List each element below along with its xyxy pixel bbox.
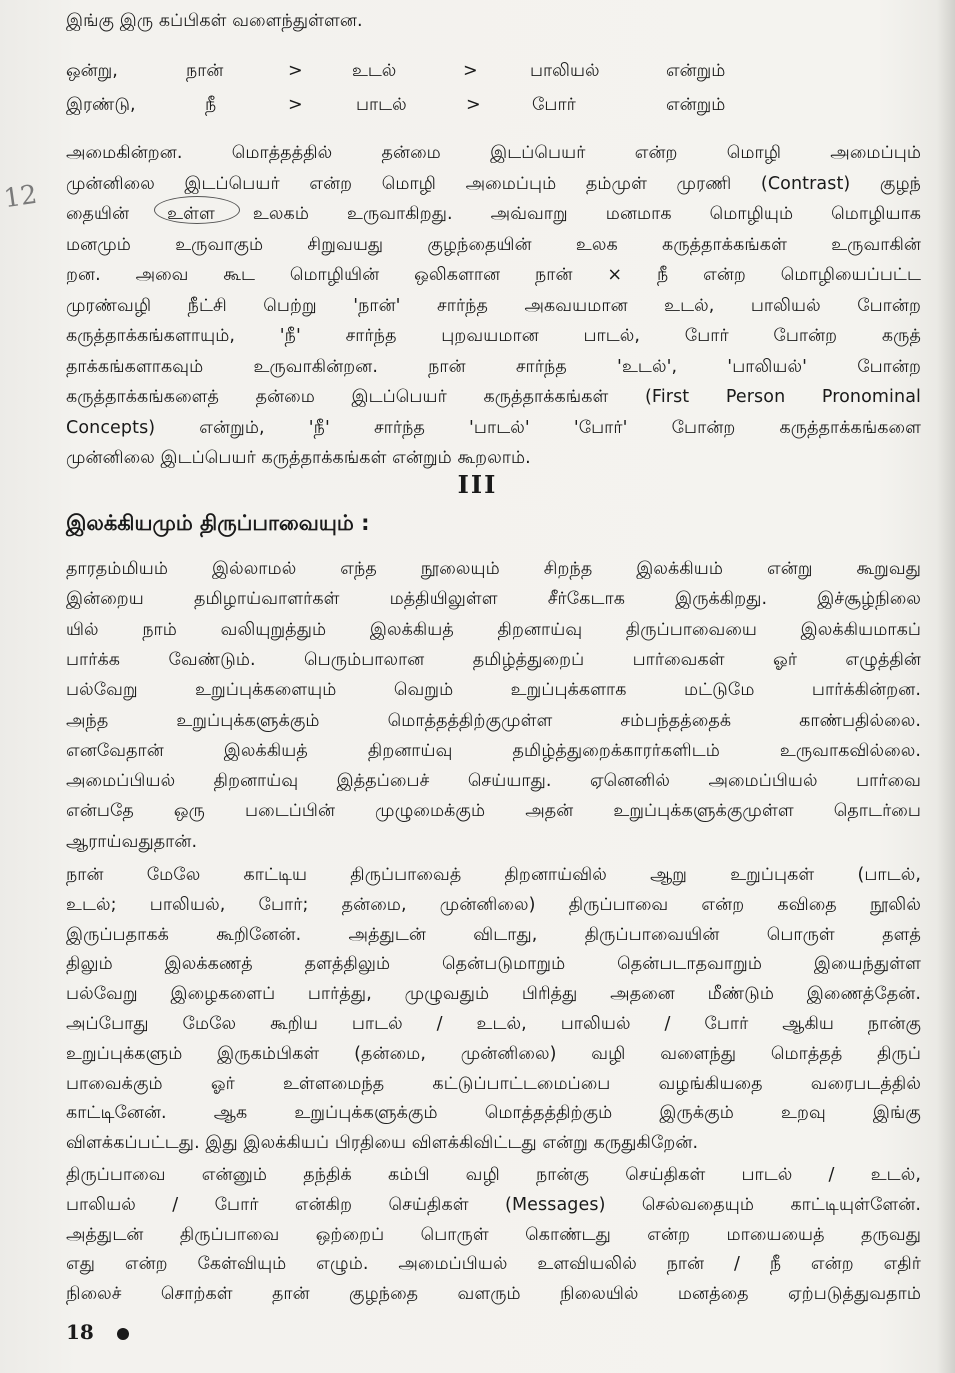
para1-line: தாக்கங்களாகவும் உருவாகின்றன. நான் சார்ந்த 'உடல்', 'பாலியல்' போன்ற [66, 356, 921, 377]
row2-term-2: போர் [532, 95, 576, 115]
para3-line: உறுப்புக்களும் இருகம்பிகள் (தன்மை, முன்னிலை) வழி வளைந்து மொத்தத் திருப் [66, 1043, 921, 1064]
para2-line: யில் நாம் வலியுறுத்தும் இலக்கியத் திறனாய்வு திருப்பாவையை இலக்கியமாகப் [66, 619, 921, 640]
para2-line: அமைப்பியல் திறனாய்வு இத்தப்பைச் செய்யாது. ஏனெனில் அமைப்பியல் பார்வை [66, 771, 921, 792]
para2-line: பார்க்க வேண்டும். பெரும்பாலான தமிழ்த்துறைப் பார்வைகள் ஓர் எழுத்தின் [66, 649, 921, 670]
section-number: III [457, 470, 498, 499]
para1-line: கருத்தாக்கங்களைத் தன்மை இடப்பெயர் கருத்தாக்கங்கள் (First Person Pronominal [66, 387, 921, 407]
para3-line: உடல்; பாலியல், போர்; தன்மை, முன்னிலை) திருப்பாவை என்ற கவிதை நூலில் [66, 894, 921, 915]
para3-line: காட்டினேன். ஆக உறுப்புக்களுக்கும் மொத்தத்திற்கும் இருக்கும் உறவு இங்கு [66, 1103, 921, 1124]
row1-arrow-2: > [463, 61, 478, 81]
para3-line: அப்போது மேலே கூறிய பாடல் / உடல், பாலியல் / போர் ஆகிய நான்கு [66, 1014, 921, 1034]
para3-line: நான் மேலே காட்டிய திருப்பாவைத் திறனாய்வில் ஆறு உறுப்புகள் (பாடல், [66, 865, 921, 885]
para4-line: நிலைச் சொற்கள் தான் குழந்தை வளரும் நிலையில் மனத்தை ஏற்படுத்துவதாம் [66, 1284, 921, 1305]
bullet-mark [117, 1328, 129, 1340]
para2-line: தாரதம்மியம் இல்லாமல் எந்த நூலையும் சிறந்த இலக்கியம் என்று கூறுவது [66, 559, 921, 579]
para4-line: எது என்ற கேள்வியும் எழும். அமைப்பியல் உளவியலில் நான் / நீ என்ற எதிர் [66, 1254, 921, 1275]
para3-line: திலும் இலக்கணத் தளத்திலும் தென்படுமாறும் தென்படாதவாறும் இயைந்துள்ள [66, 954, 921, 975]
para3-line: இருப்பதாகக் கூறினேன். அத்துடன் விடாது, திருப்பாவையின் பொருள் தளத் [66, 924, 921, 945]
row2-arrow-1: > [288, 95, 303, 115]
para2-line: என்பதே ஒரு படைப்பின் முழுமைக்கும் அதன் உறுப்புக்களுக்குமுள்ள தொடர்பை [66, 801, 921, 822]
para3-line: பல்வேறு இழைகளைப் பார்த்து, முழுவதும் பிரித்து அதனை மீண்டும் இணைத்தேன். [66, 984, 921, 1005]
row1-arrow-1: > [288, 61, 303, 81]
row2-ordinal: இரண்டு, [66, 95, 136, 115]
para3-line: பாவைக்கும் ஓர் உள்ளமைந்த கட்டுப்பாட்டமைப்பை வழங்கியதை வரைபடத்தில் [66, 1073, 921, 1094]
para1-line: தையின் உள்ள உலகம் உருவாகிறது. அவ்வாறு மனமாக மொழியும் மொழியாக [66, 204, 921, 224]
row1-term-2: பாலியல் [530, 61, 600, 81]
para1-line: மனமும் உருவாகும் சிறுவயது குழந்தையின் உலக கருத்தாக்கங்கள் உருவாகின் [66, 234, 921, 255]
para1-line: கருத்தாக்கங்களாயும், 'நீ' சார்ந்த புறவயமான பாடல், போர் போன்ற கருத் [66, 326, 921, 346]
para4-line: திருப்பாவை என்னும் தந்திக் கம்பி வழி நான்கு செய்திகள் பாடல் / உடல், [66, 1165, 921, 1185]
para2-line: இன்றைய தமிழாய்வாளர்கள் மத்தியிலுள்ள சீர்கேடாக இருக்கிறது. இச்சூழ்நிலை [66, 589, 921, 610]
row2-arrow-2: > [466, 95, 481, 115]
row1-term-1: உடல் [352, 61, 397, 81]
row1-pronoun: நான் [186, 61, 224, 81]
page-number: 18 [66, 1320, 94, 1344]
row2-pronoun: நீ [205, 95, 217, 115]
row2-term-1: பாடல் [356, 95, 407, 115]
para1-line: Concepts) என்றும், 'நீ' சார்ந்த 'பாடல்' 'போர்' போன்ற கருத்தாக்கங்களை [66, 417, 921, 438]
intro-line: இங்கு இரு கப்பிகள் வளைந்துள்ளன. [66, 11, 363, 31]
para1-line: றன. அவை கூட மொழியின் ஒலிகளான நான் × நீ என்ற மொழியைப்பட்ட [66, 265, 921, 285]
para2-line: எனவேதான் இலக்கியத் திறனாய்வு தமிழ்த்துறைக்காரர்களிடம் உருவாகவில்லை. [66, 740, 921, 761]
para1-line: முன்னிலை இடப்பெயர் கருத்தாக்கங்கள் என்றும் கூறலாம். [66, 448, 531, 468]
row1-suffix: என்றும் [666, 61, 726, 81]
para4-line: அத்துடன் திருப்பாவை ஒற்றைப் பொருள் கொண்டது என்ற மாயையைத் தருவது [66, 1224, 921, 1245]
para1-line: முரண்வழி நீட்சி பெற்று 'நான்' சார்ந்த அகவயமான உடல், பாலியல் போன்ற [66, 295, 921, 316]
para3-line: விளக்கப்பட்டது. இது இலக்கியப் பிரதியை விளக்கிவிட்டது என்று கருதுகிறேன். [66, 1133, 699, 1154]
para2-line: அந்த உறுப்புக்களுக்கும் மொத்தத்திற்குமுள்ள சம்பந்தத்தைக் காண்பதில்லை. [66, 710, 921, 731]
row2-suffix: என்றும் [666, 95, 726, 115]
para2-line: பல்வேறு உறுப்புக்களையும் வெறும் உறுப்புக்களாக மட்டுமே பார்க்கின்றன. [66, 680, 921, 701]
para4-line: பாலியல் / போர் என்கிற செய்திகள் (Messages) செல்வதையும் காட்டியுள்ளேன். [66, 1194, 921, 1215]
handwritten-margin-note: 12 [2, 179, 40, 215]
para1-line: அமைகின்றன. மொத்தத்தில் தன்மை இடப்பெயர் என்ற மொழி அமைப்பும் [66, 143, 921, 163]
page-edge-shadow [937, 0, 955, 1373]
para2-line: ஆராய்வதுதான். [66, 831, 198, 852]
row1-ordinal: ஒன்று, [66, 61, 118, 81]
section-title: இலக்கியமும் திருப்பாவையும் : [66, 511, 370, 535]
para1-line: முன்னிலை இடப்பெயர் என்ற மொழி அமைப்பும் தம்முள் முரணி (Contrast) குழந் [66, 173, 921, 194]
